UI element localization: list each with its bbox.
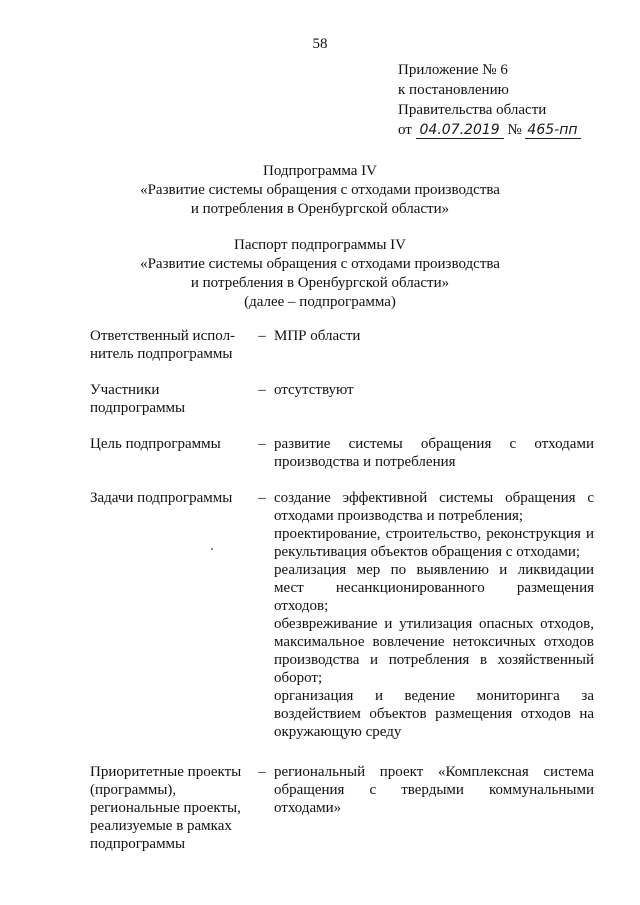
- value-paragraph: обезвреживание и утилизация опасных отходов, максимальное вовлечение нетоксичных отходов производства и потребления в хозяйственный оборот;: [274, 616, 594, 686]
- value-paragraph: организация и ведение мониторинга за воздействием объектов размещения отходов на окружающую среду: [274, 688, 594, 740]
- appendix-line-2: к постановлению: [398, 82, 509, 98]
- passport-title-line-1: Паспорт подпрограммы IV: [234, 237, 406, 253]
- row-label: Задачи подпрограммы: [90, 490, 233, 506]
- value-paragraph: развитие системы обращения с отходами производства и потребления: [274, 436, 594, 470]
- passport-row-priority-projects: [90, 763, 594, 853]
- subprogram-title: [0, 162, 640, 219]
- row-label: Участники подпрограммы: [90, 382, 186, 416]
- value-paragraph: отсутствуют: [274, 382, 354, 398]
- passport-title-line-2: «Развитие системы обращения с отходами производства: [140, 256, 500, 272]
- row-value: [274, 381, 594, 399]
- passport-table: [90, 327, 594, 853]
- appendix-date-line: [398, 120, 581, 140]
- row-dash: –: [258, 328, 266, 344]
- passport-title-line-3: и потребления в Оренбургской области»: [190, 275, 450, 291]
- row-value: [274, 763, 594, 817]
- handwritten-date: 04.07.2019: [416, 122, 504, 139]
- passport-row-participants: [90, 381, 594, 417]
- subprogram-title-line-1: Подпрограмма IV: [263, 163, 377, 179]
- row-value: [274, 435, 594, 471]
- value-paragraph: реализация мер по выявлению и ликвидации мест несанкционированного размещения отходов;: [274, 562, 594, 614]
- row-dash: –: [258, 490, 266, 506]
- appendix-block: [398, 60, 581, 140]
- passport-row-tasks: [90, 489, 594, 741]
- passport-row-goal: [90, 435, 594, 471]
- number-label: №: [507, 122, 522, 138]
- subprogram-title-line-2: «Развитие системы обращения с отходами производства: [140, 182, 500, 198]
- value-paragraph: проектирование, строительство, реконструкция и рекультивация объектов обращения с отходами;: [274, 526, 594, 560]
- row-value: [274, 327, 594, 345]
- row-dash: –: [258, 764, 266, 780]
- row-label: Цель подпрограммы: [90, 436, 221, 452]
- passport-row-executor: [90, 327, 594, 363]
- row-label: Ответственный испол-нитель подпрограммы: [90, 328, 236, 362]
- appendix-line-1: Приложение № 6: [398, 62, 508, 78]
- row-dash: –: [258, 436, 266, 452]
- value-paragraph: создание эффективной системы обращения с отходами производства и потребления;: [274, 490, 594, 524]
- passport-title: [0, 236, 640, 312]
- handwritten-number: 465-пп: [525, 122, 581, 139]
- row-value: [274, 489, 594, 741]
- row-dash: –: [258, 382, 266, 398]
- passport-title-line-4: (далее – подпрограмма): [244, 294, 396, 310]
- row-label: Приоритетные проекты (программы), региональные проекты, реализуемые в рамках подпрограммы: [90, 764, 242, 852]
- appendix-line-3: Правительства области: [398, 102, 547, 118]
- value-paragraph: МПР области: [274, 328, 361, 344]
- scan-speck: [211, 548, 213, 550]
- page-number: 58: [312, 36, 328, 52]
- subprogram-title-line-3: и потребления в Оренбургской области»: [190, 201, 450, 217]
- from-label: от: [398, 122, 412, 138]
- value-paragraph: региональный проект «Комплексная система обращения с твердыми коммунальными отходами»: [274, 764, 594, 816]
